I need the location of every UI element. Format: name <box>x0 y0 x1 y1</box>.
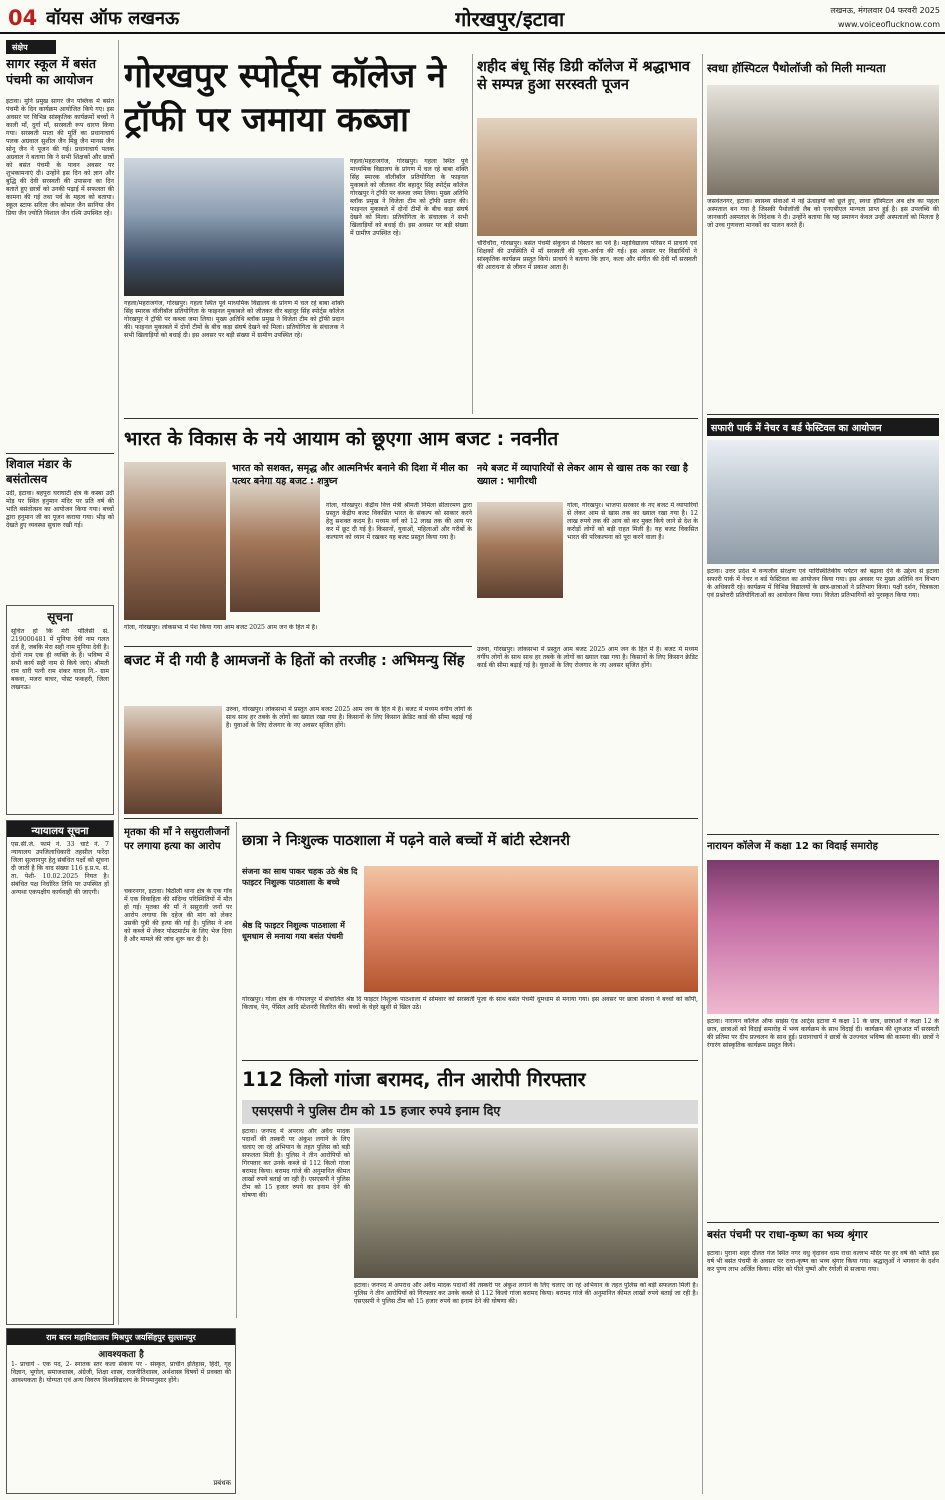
lead-photo-volleyball-team <box>124 158 344 296</box>
court-title: न्यायालय सूचना <box>7 821 113 837</box>
farewell-body: इटावा। नारायन कॉलेज ऑफ साइंस एंड आर्ट्स इटावा में कक्षा 11 के छात्र, छात्राओं ने कक्षा 12 के छात्र, छात्राओं को विदाई समारोह में भव्य कार्यक्रम के साथ विदाई दी। कार्यक्रम की शुरुआत माँ सरस्वती की प्रतिमा पर दीप प्रज्वलन के साथ हुई। प्रधानाचार्य ने छात्रों के उज्ज्वल भविष्य की कामना की। छात्रों ने रंगारंग सांस्कृतिक कार्यक्रम प्रस्तुत किये। <box>707 1018 939 1049</box>
column-rule <box>472 54 473 414</box>
college-ad-body: 1- प्राचार्य - एक पद, 2- स्नातक स्तर कला संकाय पर - संस्कृत, प्राचीन इतिहास, हिंदी, गृह विज्ञान, भूगोल, समाजशास्त्र, अंग्रेजी, शिक्षा शास्त्र, राजनीतिशास्त्र, अर्थशास्त्र विषयों में प्रवक्ता की आवश्यकता है। योग्यता एवं अन्य विवरण विश्वविद्यालय के नियमानुसार होंगे। <box>11 1361 231 1384</box>
court-box <box>6 820 114 1325</box>
lead-body-continued: गहला/महराजगंज, गोरखपुर। गहला स्थित पूर्व माध्यमिक विद्यालय के प्रांगण में चल रहे बाबा शक्ति सिंह स्मारक वॉलीबॉल प्रतियोगिता के फाइनल मुकाबले को जीतकर वीर बहादुर सिंह स्पोर्ट्स कॉलेज गोरखपुर ने ट्रॉफी पर कब्जा जमा लिया। मुख्य अतिथि ब्लॉक प्रमुख ने विजेता टीम को ट्रॉफी प्रदान की। फाइनल मुकाबले में दोनों टीमों के बीच कड़ा संघर्ष देखने को मिला। प्रतियोगिता के संचालक ने सभी खिलाड़ियों को बधाई दी। इस अवसर पर बड़ी संख्या में ग्रामीण उपस्थित रहे। <box>350 158 468 237</box>
safari-festival-photo <box>707 440 939 564</box>
krishna-body: इटावा। पुराना शहर दौलत गंज स्थित नगर वधु वृंदावन धाम राधा वल्लभ मंदिर पर हर वर्ष की भांति इस वर्ष भी बसंत पंचमी के अवसर पर राधा-कृष्ण का भव्य श्रृंगार किया गया। श्रद्धालुओं ने भगवान के दर्शन कर पुण्य लाभ अर्जित किया। मंदिर को पीले पुष्पों और रंगोली से सजाया गया। <box>707 1250 939 1273</box>
college-ad-footer: प्रबंधक <box>213 1479 231 1487</box>
brief-headline-2: शिवाल मंडार के बसंतोत्सव <box>6 457 72 486</box>
budget-caption: गोला, गोरखपुर। लोकसभा में पेश किया गया आम बजट 2025 आम जन के हित में है। <box>124 624 318 631</box>
hospital-body: जसवंतनगर, इटावा। स्वास्थ्य सेवाओं में नई ऊंचाइयों को छूते हुए, स्वधा हॉस्पिटल अब क्षेत्र का पहला अस्पताल बन गया है जिसकी पैथोलॉजी लैब को एनएबीएल मान्यता प्राप्त हुई है। इस उपलब्धि की जानकारी अस्पताल के निदेशक ने दी। उन्होंने बताया कि यह प्रमाणन केवल उन्हीं अस्पतालों को मिलता है जो उच्च गुणवत्ता मानकों का पालन करते हैं। <box>707 198 939 229</box>
budget-headline: भारत के विकास के नये आयाम को छूएगा आम बजट : नवनीत <box>124 428 559 450</box>
krishna-headline: बसंत पंचमी पर राधा-कृष्ण का भव्य श्रृंगार <box>707 1229 868 1241</box>
divider <box>707 414 939 415</box>
budget-photo-abhimanyu <box>124 706 222 814</box>
court-body: एस.सी.जे. फार्म नं. 33 चार्ट नं. 7 न्यायालय उपजिलाधिकारी तहसील फरेंदा जिला सुल्तानपुर हेतु संबंधित पक्षों को सूचना दी जाती है कि वाद संख्या 116 इ.प्र.प. सं. ता. पेशी- 10.02.2025 नियत है। संबंधित पक्ष निर्धारित तिथि पर उपस्थित हों अन्यथा एकपक्षीय कार्यवाही की जाएगी। <box>11 841 109 896</box>
budget-photo-bhagirathi <box>477 502 563 598</box>
lead-headline: गोरखपुर स्पोर्ट्स कॉलेज ने ट्रॉफी पर जमाया कब्जा <box>124 56 446 140</box>
brief-label: संक्षेप <box>6 40 56 54</box>
budget-body-3: उरुवा, गोरखपुर। लोकसभा में प्रस्तुत आम बजट 2025 आम जन के हित में है। बजट में मध्यम वर्गीय लोगों के साथ साथ हर तबके के लोगों का ख्याल रखा गया है। किसानों के लिए किसान क्रेडिट कार्ड की सीमा बढ़ाई गई है। युवाओं के लिए रोजगार के नए अवसर सृजित होंगे। <box>226 706 472 729</box>
page-number: 04 <box>8 6 38 30</box>
divider <box>124 418 698 419</box>
stationery-bullet-2: श्रेष्ठ दि फाइटर निशुल्क पाठशाला में धूमधाम से मनाया गया बसंत पंचमी <box>242 921 345 941</box>
murder-headline: मृतका की माँ ने ससुरालीजनों पर लगाया हत्या का आरोप <box>124 827 230 852</box>
section-title: गोरखपुर/इटावा <box>455 7 565 31</box>
budget-body-3-continued: उरुवा, गोरखपुर। लोकसभा में प्रस्तुत आम बजट 2025 आम जन के हित में है। बजट में मध्यम वर्गीय लोगों के साथ साथ हर तबके के लोगों का ख्याल रखा गया है। किसानों के लिए किसान क्रेडिट कार्ड की सीमा बढ़ाई गई है। युवाओं के लिए रोजगार के नए अवसर सृजित होंगे। <box>477 646 698 669</box>
budget-subhead-3: बजट में दी गयी है आमजनों के हितों को तरजीह : अभिमन्यु सिंह <box>124 653 465 669</box>
lead-body: गहला/महराजगंज, गोरखपुर। गहला स्थित पूर्व माध्यमिक विद्यालय के प्रांगण में चल रहे बाबा शक्ति सिंह स्मारक वॉलीबॉल प्रतियोगिता के फाइनल मुकाबले को जीतकर वीर बहादुर सिंह स्पोर्ट्स कॉलेज गोरखपुर ने ट्रॉफी पर कब्जा जमा लिया। मुख्य अतिथि ब्लॉक प्रमुख ने विजेता टीम को ट्रॉफी प्रदान की। फाइनल मुकाबले में दोनों टीमों के बीच कड़ा संघर्ष देखने को मिला। प्रतियोगिता के संचालक ने सभी खिलाड़ियों को बधाई दी। इस अवसर पर बड़ी संख्या में ग्रामीण उपस्थित रहे। <box>124 300 344 339</box>
website-link[interactable]: www.voiceoflucknow.com <box>837 20 940 29</box>
hospital-photo <box>707 85 939 195</box>
masthead <box>0 0 945 34</box>
budget-photo-shatrughan <box>124 462 226 620</box>
column-rule <box>118 40 119 1325</box>
brief-body-2: उर्दी, इटावा। बहपुरा घराघाटी क्षेत्र के कस्बा उर्दी मोड़ पर स्थित हनुमान मंदिर पर प्रति वर्ष की भांति बसंतोत्सव का आयोजन किया गया। बच्चों द्वारा हनुमान जी का पूजन कराया गया। भीड़ को देखते हुए व्यवस्था सुचारु रखी गई। <box>6 490 114 529</box>
saraswati-headline: शहीद बंधू सिंह डिग्री कॉलेज में श्रद्धाभाव से सम्पन्न हुआ सरस्वती पूजन <box>477 59 690 93</box>
drugs-photo-arrested <box>354 1128 698 1278</box>
budget-body-2: गोला, गोरखपुर। भाजपा सरकार के नए बजट में व्यापारियों से लेकर आम से खास तक का ख्याल रखा गया है। 12 लाख रुपये तक की आय को कर मुक्त किये जाने से देश के करोड़ों लोगों को बड़ी राहत मिली है। यह बजट विकसित भारत की परिकल्पना को पूरा करने वाला है। <box>567 502 698 541</box>
brief-body-1: इटावा। मुनि प्रमुख सागर जैन पब्लिक में बसंत पंचमी के दिन कार्यक्रम आयोजित किये गए। इस अवसर पर विभिन्न सांस्कृतिक कार्यक्रमों बच्चों ने काली माँ, दुर्गा माँ, सरस्वती रूप धारण किया गया। सरस्वती माता की मूर्ति का प्रधानाचार्य पलक अग्रवाल सुशील जैन मिन्नु जैन मानस जैन सोनू जैन ने पूजन की गई। प्रधानाचार्य पलक अग्रवाल ने बताया कि ने सभी शिक्षकों और छात्रों को बसंत पंचमी के पावन अवसर पर शुभकामनाएं दी। उन्होंने इस दिन को ज्ञान और बुद्धि की देवी सरस्वती की उपासना का दिन बताते हुए छात्रों को उनकी पढ़ाई में सफलता की कामना की गई तथा पर्व के महत्व को बताया। स्कूल स्टाफ सरिता जैन कोमल जैन सानिया जैन प्रिया जैन ज्योति विशाल जैन रश्मि उपस्थित रहे। <box>6 98 114 217</box>
divider <box>124 818 698 819</box>
divider <box>707 834 939 835</box>
college-ad <box>6 1328 236 1494</box>
notice-title: सूचना <box>47 610 73 624</box>
drugs-headline: 112 किलो गांजा बरामद, तीन आरोपी गिरफ्तार <box>242 1068 586 1091</box>
college-ad-subtitle: आवश्यकता है <box>98 1350 144 1359</box>
notice-body: सूचित हो कि मेरी पॉलिसी सं. 219000481 में मुनिया देवी नाम गलत दर्ज है, जबकि मेरा सही नाम मुनिया देवी है। दोनों नाम एक ही व्यक्ति के हैं। भविष्य में सभी कार्य सही नाम से किये जाएं। श्रीमती राम धारी पत्नी राम शंकर यादव नि.- ग्राम बकवा, मजरा बाचर, पोस्ट फकहरी, जिला लखनऊ। <box>11 628 109 691</box>
divider <box>6 453 114 454</box>
safari-headline: सफारी पार्क में नेचर व बर्ड फेस्टिवल का आयोजन <box>707 418 939 436</box>
saraswati-body: चौरीचौरा, गोरखपुर। बसंत पंचमी संकुचन से विस्तार का पर्व है। महाविद्यालय परिसर में प्राचार्य एवं शिक्षकों की उपस्थिति में माँ सरस्वती की पूजा-अर्चना की गई। इस अवसर पर विद्यार्थियों ने सांस्कृतिक कार्यक्रम प्रस्तुत किये। प्राचार्य ने बताया कि ज्ञान, कला और संगीत की देवी माँ सरस्वती की आराधना से जीवन में प्रकाश आता है। <box>477 240 697 271</box>
stationery-photo <box>364 866 698 992</box>
college-ad-title: राम बरन महाविद्यालय मिश्रपुर जयसिंहपुर सुल्तानपुर <box>7 1329 235 1345</box>
divider <box>124 646 472 647</box>
drugs-body-continued: इटावा। जनपद में अपराध और अवैध मादक पदार्थों की तस्करी पर अंकुश लगाने के लिए चलाए जा रहे अभियान के तहत पुलिस को बड़ी सफलता मिली है। पुलिस ने तीन आरोपियों को गिरफ्तार कर उनके कब्जे से 112 किलो गांजा बरामद किया। बरामद गांजे की अनुमानित कीमत लाखों रुपये बताई जा रही है। एसएसपी ने पुलिस टीम को 15 हजार रुपये का इनाम देने की घोषणा की। <box>354 1282 698 1305</box>
column-rule <box>702 54 703 1494</box>
murder-body: चकरनगर, इटावा। बिठौली थाना क्षेत्र के एक गाँव में एक विवाहिता की संदिग्ध परिस्थितियों में मौत हो गई। मृतका की माँ ने ससुराली जनों पर आरोप लगाया कि दहेज की मांग को लेकर उसकी पुत्री की हत्या की गई है। पुलिस ने शव को कब्जे में लेकर पोस्टमार्टम के लिए भेज दिया है और मामले की जांच शुरू कर दी है। <box>124 888 232 943</box>
farewell-headline: नारायन कॉलेज में कक्षा 12 का विदाई समारोह <box>707 841 878 852</box>
notice-box <box>6 605 114 815</box>
saraswati-puja-photo <box>477 118 697 236</box>
divider <box>242 1060 698 1061</box>
dateline: लखनऊ, मंगलवार 04 फरवरी 2025 <box>830 6 940 15</box>
stationery-body: गोरखपुर। गोला क्षेत्र के गोपालपुर में संचालित श्रेष्ठ दि फाइटर निशुल्क पाठशाला में सोमवार को सरस्वती पूजा के साथ बसंत पंचमी धूमधाम से मनाया गया। इस अवसर पर छात्रा संजना ने बच्चों को कॉपी, किताब, पेन, पेंसिल आदि स्टेशनरी वितरित की। बच्चों के चेहरे खुशी से खिल उठे। <box>242 996 698 1011</box>
brief-headline-1: सागर स्कूल में बसंत पंचमी का आयोजन <box>6 56 97 87</box>
paper-name: वॉयस ऑफ लखनऊ <box>46 8 180 29</box>
safari-body: इटावा। उत्तर प्रदेश में वन्यजीव संरक्षण एवं पारिस्थितिकीय पर्यटन को बढ़ावा देने के उद्देश्य से इटावा सफारी पार्क में नेचर व बर्ड फेस्टिवल का आयोजन किया गया। इस अवसर पर मुख्य अतिथि वन विभाग के अधिकारी रहे। कार्यक्रम में विभिन्न विद्यालयों के छात्र-छात्राओं ने प्रतिभाग किया। पक्षी दर्शन, चित्रकला एवं प्रश्नोत्तरी प्रतियोगिताओं का आयोजन किया गया। विजेता प्रतिभागियों को पुरस्कृत किया गया। <box>707 568 939 599</box>
divider <box>707 1222 939 1223</box>
hospital-headline: स्वधा हॉस्पिटल पैथोलॉजी को मिली मान्यता <box>707 61 886 75</box>
farewell-photo <box>707 860 939 1014</box>
budget-subhead-1: भारत को सशक्त, समृद्ध और आत्मनिर्भर बनाने की दिशा में मील का पत्थर बनेगा यह बजट : शत्रुघ्न <box>232 463 468 487</box>
stationery-bullet-1: संजना का साथ पाकर चहक उठे श्रेष्ठ दि फाइटर निशुल्क पाठशाला के बच्चे <box>242 867 358 887</box>
budget-subhead-2: नये बजट में व्यापारियों से लेकर आम से खास तक का रखा है ख्याल : भागीरथी <box>477 463 688 487</box>
drugs-subhead: एसएसपी ने पुलिस टीम को 15 हजार रुपये इनाम दिए <box>242 1100 698 1124</box>
stationery-headline: छात्रा ने निःशुल्क पाठशाला में पढ़ने वाले बच्चों में बांटी स्टेशनरी <box>242 833 570 849</box>
column-rule <box>236 822 237 1318</box>
budget-body-1: गोला, गोरखपुर। केंद्रीय वित्त मंत्री श्रीमती निर्मला सीतारमण द्वारा प्रस्तुत केंद्रीय बजट विकसित भारत के संकल्प को साकार करने हेतु सशक्त कदम है। मध्यम वर्ग को 12 लाख तक की आय पर कर में छूट दी गई है। किसानों, युवाओं, महिलाओं और गरीबों के कल्याण को ध्यान में रखकर यह बजट प्रस्तुत किया गया है। <box>326 502 472 541</box>
drugs-body: इटावा। जनपद में अपराध और अवैध मादक पदार्थों की तस्करी पर अंकुश लगाने के लिए चलाए जा रहे अभियान के तहत पुलिस को बड़ी सफलता मिली है। पुलिस ने तीन आरोपियों को गिरफ्तार कर उनके कब्जे से 112 किलो गांजा बरामद किया। बरामद गांजे की अनुमानित कीमत लाखों रुपये बताई जा रही है। एसएसपी ने पुलिस टीम को 15 हजार रुपये का इनाम देने की घोषणा की। <box>242 1128 350 1199</box>
